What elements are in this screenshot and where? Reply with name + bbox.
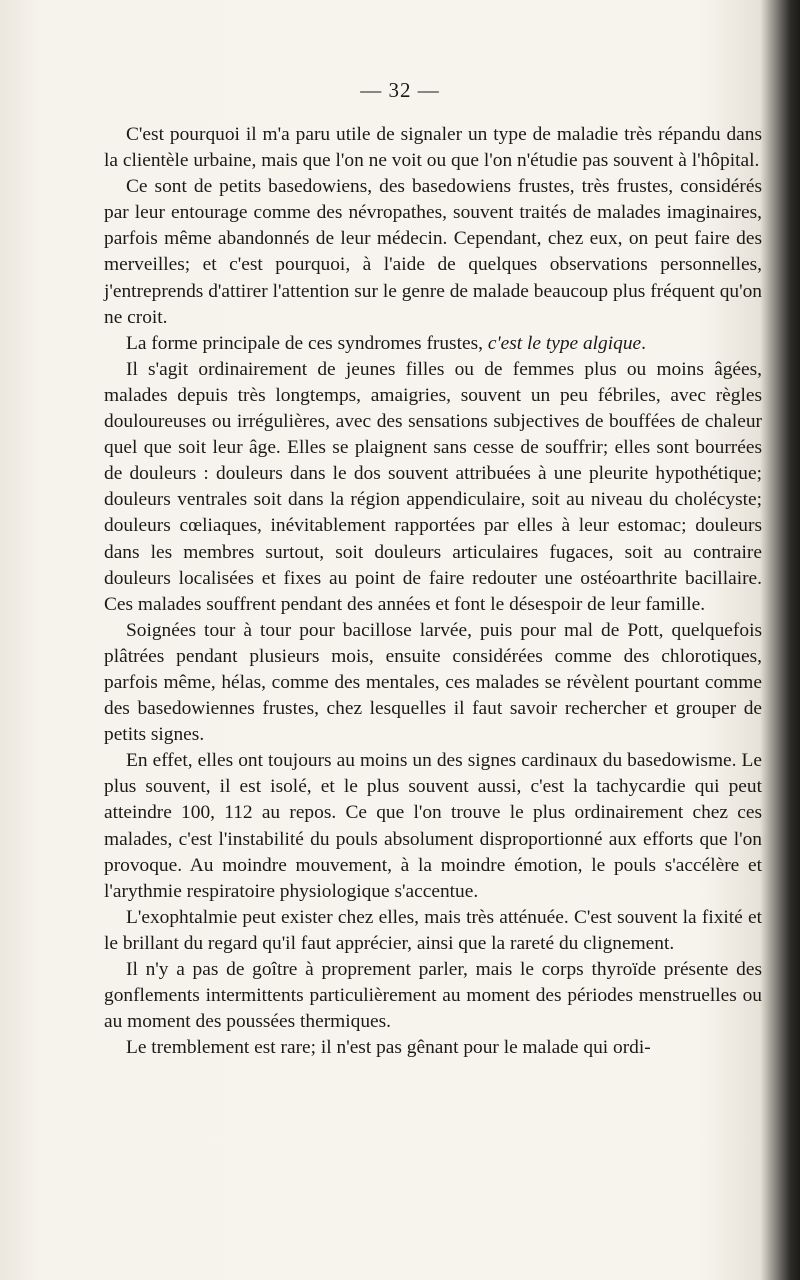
paragraph: En effet, elles ont toujours au moins un des signes cardinaux du basedowisme. Le plus souvent, il est isolé, et le plus souvent aussi, c'est la tachycardie qui peut atteindre 100, 112 au repos. Ce que l'on trouve le plus ordinairement chez ces malades, c'est l'instabilité du pouls absolument disproportionné aux efforts que l'on provoque. Au moindre mouvement, à la moindre émotion, le pouls s'accélère et l'arythmie respiratoire physiologique s'accentue. (104, 750, 762, 902)
paragraph: Soignées tour à tour pour bacillose larvée, puis pour mal de Pott, quelquefois plâtrées pendant plusieurs mois, ensuite considérées comme des chlorotiques, parfois même, hélas, comme des mentales, ces malades se révèlent pourtant comme des basedowiennes frustes, chez lesquelles il faut savoir rechercher et grouper de petits signes. (104, 619, 762, 746)
body-text (104, 122, 762, 1061)
paragraph (104, 331, 762, 357)
paragraph: Le tremblement est rare; il n'est pas gênant pour le malade qui ordi- (126, 1037, 651, 1059)
paragraph: Il n'y a pas de goître à proprement parler, mais le corps thyroïde présente des gonflements intermittents particulièrement au moment des périodes menstruelles ou au moment des poussées thermiques. (104, 959, 762, 1033)
paragraph: C'est pourquoi il m'a paru utile de signaler un type de maladie très répandu dans la clientèle urbaine, mais que l'on ne voit ou que l'on n'étudie pas souvent à l'hôpital. (104, 124, 762, 172)
paragraph-text: La forme principale de ces syndromes frustes, (126, 332, 488, 354)
page-number: — 32 — (360, 78, 440, 102)
paragraph: Ce sont de petits basedowiens, des basedowiens frustes, très frustes, considérés par leur entourage comme des névropathes, souvent traités de malades imaginaires, parfois même abandonnés de leur médecin. Cependant, chez eux, on peut faire des merveilles; et c'est pourquoi, à l'aide de quelques observations personnelles, j'entreprends d'attirer l'attention sur le genre de malade beaucoup plus fréquent qu'on ne croit. (104, 176, 762, 328)
paragraph: L'exophtalmie peut exister chez elles, mais très atténuée. C'est souvent la fixité et le brillant du regard qu'il faut apprécier, ainsi que la rareté du clignement. (104, 906, 762, 954)
italic-phrase: c'est le type algique (487, 332, 642, 354)
paragraph: Il s'agit ordinairement de jeunes filles ou de femmes plus ou moins âgées, malades depuis très longtemps, amaigries, souvent un peu fébriles, avec règles douloureuses ou irrégulières, avec des sensations subjectives de bouffées de chaleur quel que soit leur âge. Elles se plaignent sans cesse de souffrir; elles sont bourrées de douleurs : douleurs dans le dos souvent attribuées à une pleurite hypothétique; douleurs ventrales soit dans la région appendiculaire, soit au niveau du cholécyste; douleurs cœliaques, inévitablement rapportées par elles à leur estomac; douleurs dans les membres surtout, soit douleurs articulaires fugaces, soit au contraire douleurs localisées et fixes au point de faire redouter une ostéoarthrite bacillaire. Ces malades souffrent pendant des années et font le désespoir de leur famille. (104, 358, 762, 615)
paragraph-text: . (641, 332, 646, 354)
